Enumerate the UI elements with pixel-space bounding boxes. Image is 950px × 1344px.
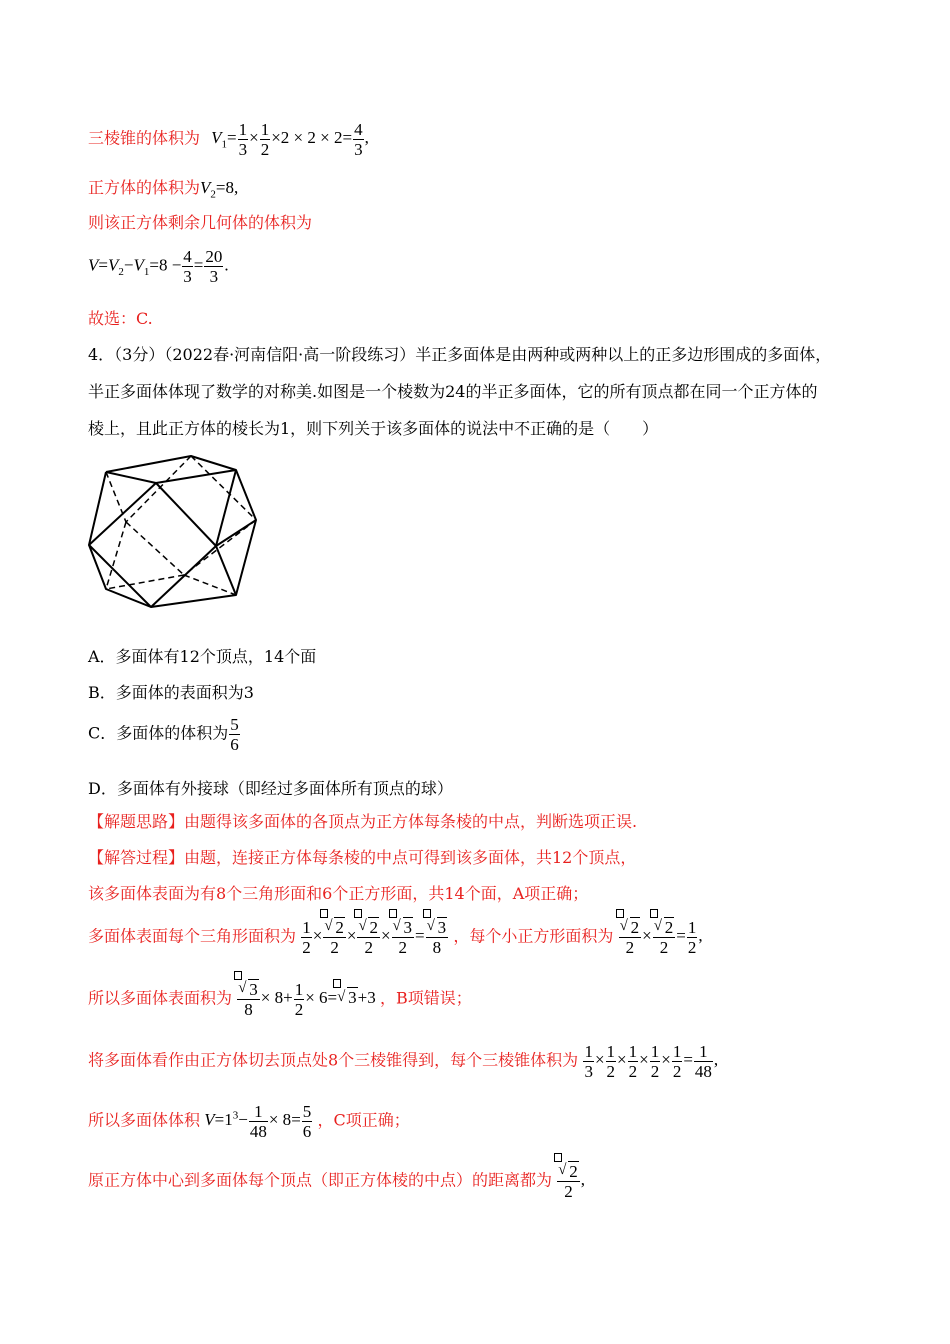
solution-area-line: 多面体表面每个三角形面积为 $\frac{1}{2}$ × √ 2 2 × √ 2 2 × √ 3 2 = √ 3 8 ，每个小正方形面积为 √ 2 2 × √ 2 2 = $\frac{1}{2}$ , — [88, 918, 703, 957]
question-line-1: 4．（3分）（2022春·河南信阳·高一阶段练习）半正多面体是由两种或两种以上的正多边形围成的多面体， — [88, 345, 832, 364]
answer-line: 故选：C. — [88, 309, 153, 328]
remaining-volume-line: 则该正方体剩余几何体的体积为 — [88, 213, 313, 232]
volume-cube-line: 正方体的体积为$V_2=8$, — [88, 178, 239, 201]
solution-idea: 【解题思路】由题得该多面体的各顶点为正方体每条棱的中点，判断选项正误. — [88, 812, 638, 831]
question-line-3: 棱上，且此正方体的棱长为1，则下列关于该多面体的说法中不正确的是（ ） — [88, 419, 659, 438]
polyhedron-figure — [86, 452, 261, 612]
solution-faces: 该多面体表面为有8个三角形面和6个正方形面，共14个面，A项正确； — [88, 884, 589, 903]
option-b: B．多面体的表面积为3 — [88, 683, 254, 702]
solution-distance-line: 原正方体中心到多面体每个顶点（即正方体棱的中点）的距离都为 √ 2 2 , — [88, 1162, 585, 1201]
solution-pyramid-line: 将多面体看作由正方体切去顶点处8个三棱锥得到，每个三棱锥体积为 $\frac{1}{3}$ × $\frac{1}{2}$ × $\frac{1}{2}$ × $\frac{1}{2}$ × $\frac{1}{2}$ = $\frac{1}{48}$ , — [88, 1042, 719, 1081]
question-line-2: 半正多面体体现了数学的对称美.如图是一个棱数为24的半正多面体，它的所有顶点都在同一个正方体的 — [88, 382, 818, 401]
volume-pyramid-line: 三棱锥的体积为 $V_1=$ $\frac{1}{3}$ × $\frac{1}{2}$ ×2 × 2 × 2= $\frac{4}{3}$ , — [88, 120, 369, 159]
solution-volume-line: 所以多面体体积 $V=1^3-$ $\frac{1}{48}$ × 8= $\frac{5}{6}$ ，C项正确； — [88, 1102, 410, 1141]
remaining-volume-formula: $V=V_2-V_1=8$ − $\frac{4}{3}$ = $\frac{20}{3}$ . — [88, 247, 229, 286]
formula-v1: $V_1=$ $\frac{1}{3}$ × $\frac{1}{2}$ ×2 × 2 × 2= $\frac{4}{3}$ , — [211, 120, 369, 159]
solution-process: 【解答过程】由题，连接正方体每条棱的中点可得到该多面体，共12个顶点， — [88, 848, 637, 867]
option-d: D．多面体有外接球（即经过多面体所有顶点的球） — [88, 779, 453, 798]
solution-surface-line: 所以多面体表面积为 √ 3 8 × 8+ $\frac{1}{2}$ × 6= √ 3+3 ，B项错误； — [88, 980, 472, 1019]
option-c: C．多面体的体积为 $\frac{5}{6}$ — [88, 715, 239, 754]
option-a: A．多面体有12个顶点，14个面 — [88, 647, 317, 666]
